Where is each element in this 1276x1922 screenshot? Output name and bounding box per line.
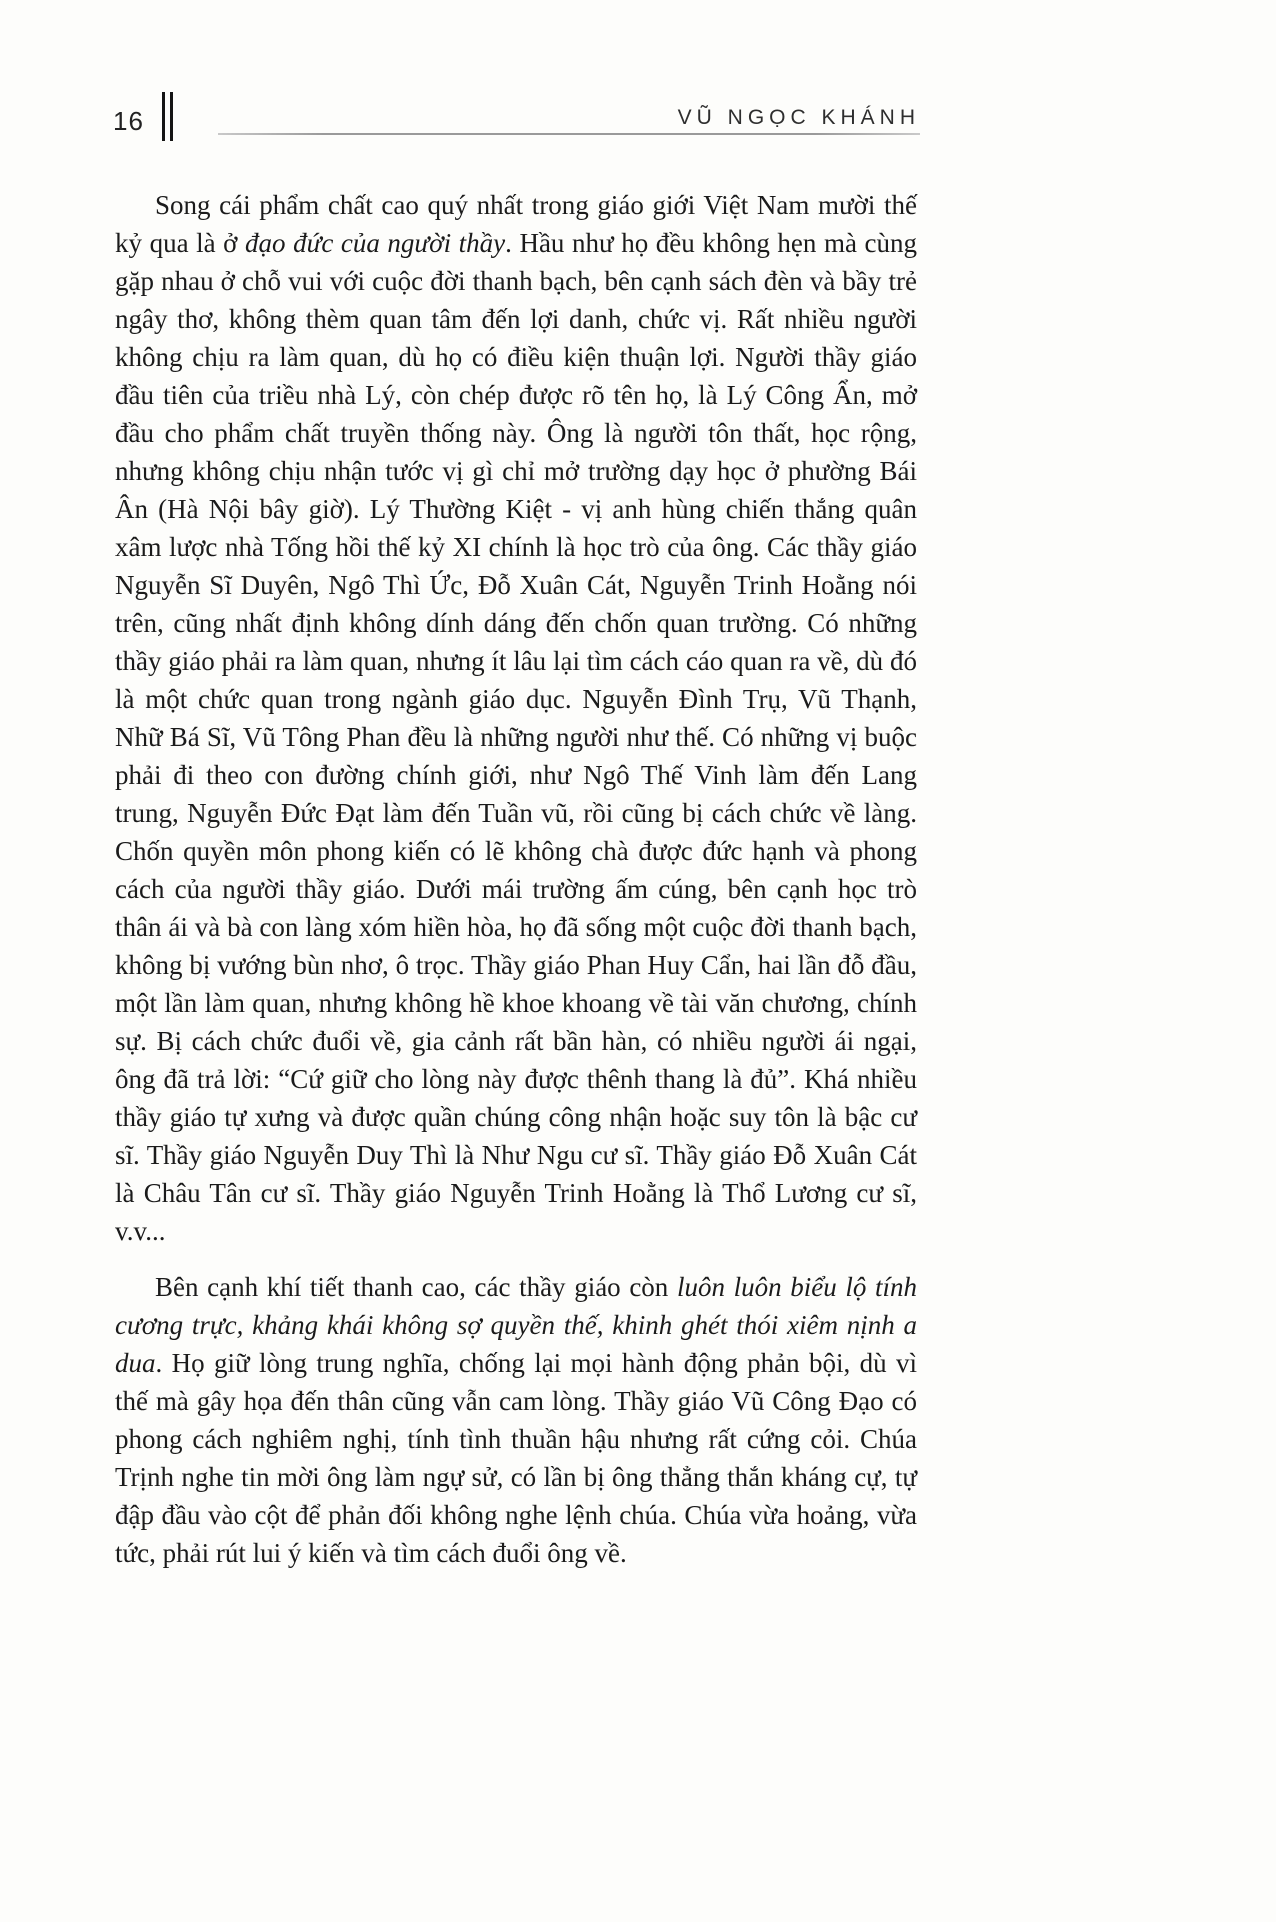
page-number: 16 xyxy=(113,106,144,136)
paragraph-segment: Bên cạnh khí tiết thanh cao, các thầy giáo còn xyxy=(155,1272,677,1302)
body-text xyxy=(115,186,917,1590)
running-header-author: VŨ NGỌC KHÁNH xyxy=(677,106,920,129)
paragraph-segment-italic: đạo đức của người thầy xyxy=(245,228,506,258)
paragraph xyxy=(115,186,917,1250)
paragraph-segment: Song cái phẩm chất cao quý nhất trong giáo giới Việt Nam mười thế kỷ qua là ở xyxy=(115,190,917,258)
paragraph xyxy=(115,1268,917,1572)
paragraph-segment: . Họ giữ lòng trung nghĩa, chống lại mọi hành động phản bội, dù vì thế mà gây họa đến thân cũng vẫn cam lòng. Thầy giáo Vũ Công Đạo có phong cách nghiêm nghị, tính tình thuần hậu nhưng rất cứng cỏi. Chúa Trịnh nghe tin mời ông làm ngự sử, có lần bị ông thẳng thắn kháng cự, tự đập đầu vào cột để phản đối không nghe lệnh chúa. Chúa vừa hoảng, vừa tức, phải rút lui ý kiến và tìm cách đuổi ông về. xyxy=(115,1348,917,1568)
double-bar-ornament xyxy=(162,92,173,141)
paragraph-segment-italic: luôn luôn biểu lộ tính cương trực, khảng khái không sợ quyền thế, khinh ghét thói xiêm nịnh a dua xyxy=(115,1272,917,1378)
header-rule xyxy=(218,133,920,135)
paragraph-segment: . Hầu như họ đều không hẹn mà cùng gặp nhau ở chỗ vui với cuộc đời thanh bạch, bên cạnh sách đèn và bầy trẻ ngây thơ, không thèm quan tâm đến lợi danh, chức vị. Rất nhiều người không chịu ra làm quan, dù họ có điều kiện thuận lợi. Người thầy giáo đầu tiên của triều nhà Lý, còn chép được rõ tên họ, là Lý Công Ẩn, mở đầu cho phẩm chất truyền thống này. Ông là người tôn thất, học rộng, nhưng không chịu nhận tước vị gì chỉ mở trường dạy học ở phường Bái Ân (Hà Nội bây giờ). Lý Thường Kiệt - vị anh hùng chiến thắng quân xâm lược nhà Tống hồi thế kỷ XI chính là học trò của ông. Các thầy giáo Nguyễn Sĩ Duyên, Ngô Thì Ức, Đỗ Xuân Cát, Nguyễn Trinh Hoằng nói trên, cũng nhất định không dính dáng đến chốn quan trường. Có những thầy giáo phải ra làm quan, nhưng ít lâu lại tìm cách cáo quan ra về, dù đó là một chức quan trong ngành giáo dục. Nguyễn Đình Trụ, Vũ Thạnh, Nhữ Bá Sĩ, Vũ Tông Phan đều là những người như thế. Có những vị buộc phải đi theo con đường chính giới, như Ngô Thế Vinh làm đến Lang trung, Nguyễn Đức Đạt làm đến Tuần vũ, rồi cũng bị cách chức về làng. Chốn quyền môn phong kiến có lẽ không chà được đức hạnh và phong cách của người thầy giáo. Dưới mái trường ấm cúng, bên cạnh học trò thân ái và bà con làng xóm hiền hòa, họ đã sống một cuộc đời thanh bạch, không bị vướng bùn nhơ, ô trọc. Thầy giáo Phan Huy Cẩn, hai lần đỗ đầu, một lần làm quan, nhưng không hề khoe khoang về tài văn chương, chính sự. Bị cách chức đuổi về, gia cảnh rất bần hàn, có nhiều người ái ngại, ông đã trả lời: “Cứ giữ cho lòng này được thênh thang là đủ”. Khá nhiều thầy giáo tự xưng và được quần chúng công nhận hoặc suy tôn là bậc cư sĩ. Thầy giáo Nguyễn Duy Thì là Như Ngu cư sĩ. Thầy giáo Đỗ Xuân Cát là Châu Tân cư sĩ. Thầy giáo Nguyễn Trinh Hoằng là Thổ Lương cư sĩ, v.v... xyxy=(115,228,917,1246)
